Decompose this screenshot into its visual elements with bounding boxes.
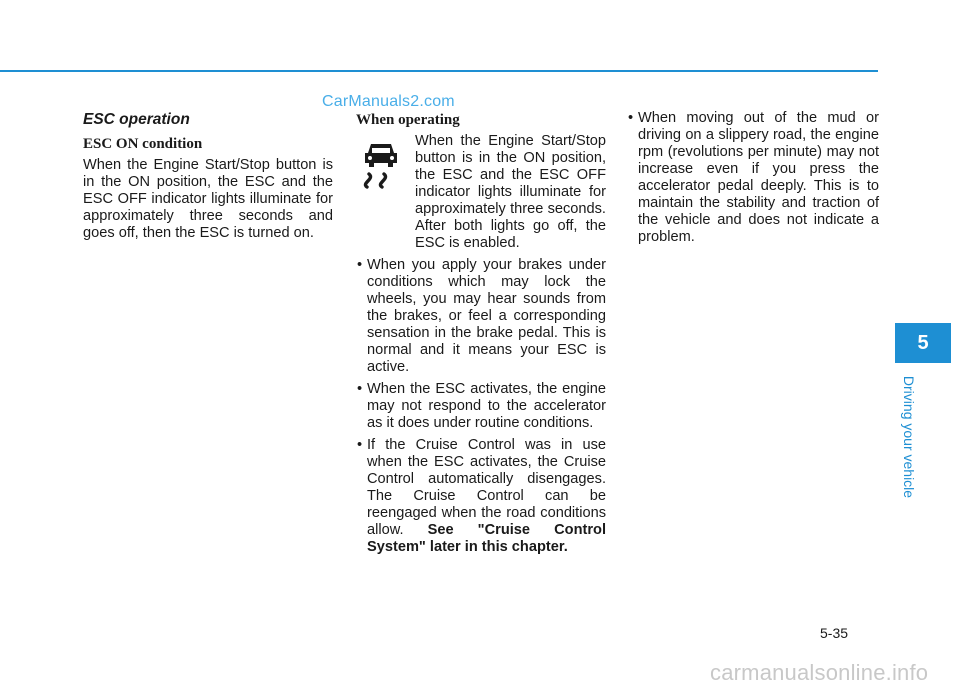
chapter-tab: 5 [895,323,951,363]
chapter-label-text: Driving your vehicle [901,375,917,499]
bullet-item: • When moving out of the mud or driving on a slippery road, the engine rpm (revolutions per minute) may not increase even if you press the accelerator pedal deeply. This is to maintain the stability and traction of the vehicle and does not indicate a problem. [627,110,879,246]
indicator-text: When the Engine Start/Stop button is in the ON position, the ESC and the ESC OFF indicator lights illuminate for approximately three seconds. After both lights go off, the ESC is enabled. [415,133,606,251]
watermark-top: CarManuals2.com [322,93,455,110]
esc-slip-indicator-icon [356,139,406,191]
cross-reference: See "Cruise Control System" later in this chapter. [367,522,606,555]
bullet-item: • When you apply your brakes under conditions which may lock the wheels, you may hear sounds from the brakes, or feel a corresponding sensation in the brake pedal. This is normal and it means your ESC is active. [356,257,606,376]
page-number: 5-35 [820,625,849,641]
section-title: ESC operation [83,111,190,128]
column-3 [627,110,879,246]
bullet-text: If the Cruise Control was in use when the ESC activates, the Cruise Control automatically disengages. The Cruise Control can be reengaged when the road conditions allow. [367,437,606,538]
esc-on-paragraph: When the Engine Start/Stop button is in the ON position, the ESC and the ESC OFF indicator lights illuminate for approximately three seconds and goes off, then the ESC is turned on. [83,157,333,241]
column-1 [83,110,333,242]
header-rule [0,70,878,72]
bullet-item-cruise [356,437,606,556]
indicator-block [356,133,606,252]
subsection-title-esc-on: ESC ON condition [83,136,203,152]
bullet-item: • When the ESC activates, the engine may not respond to the accelerator as it does under routine conditions. [356,381,606,432]
chapter-label [896,372,922,502]
watermark-bottom: carmanualsonline.info [710,660,929,685]
column-2 [356,110,606,556]
subsection-title-when-operating: When operating [356,112,460,128]
